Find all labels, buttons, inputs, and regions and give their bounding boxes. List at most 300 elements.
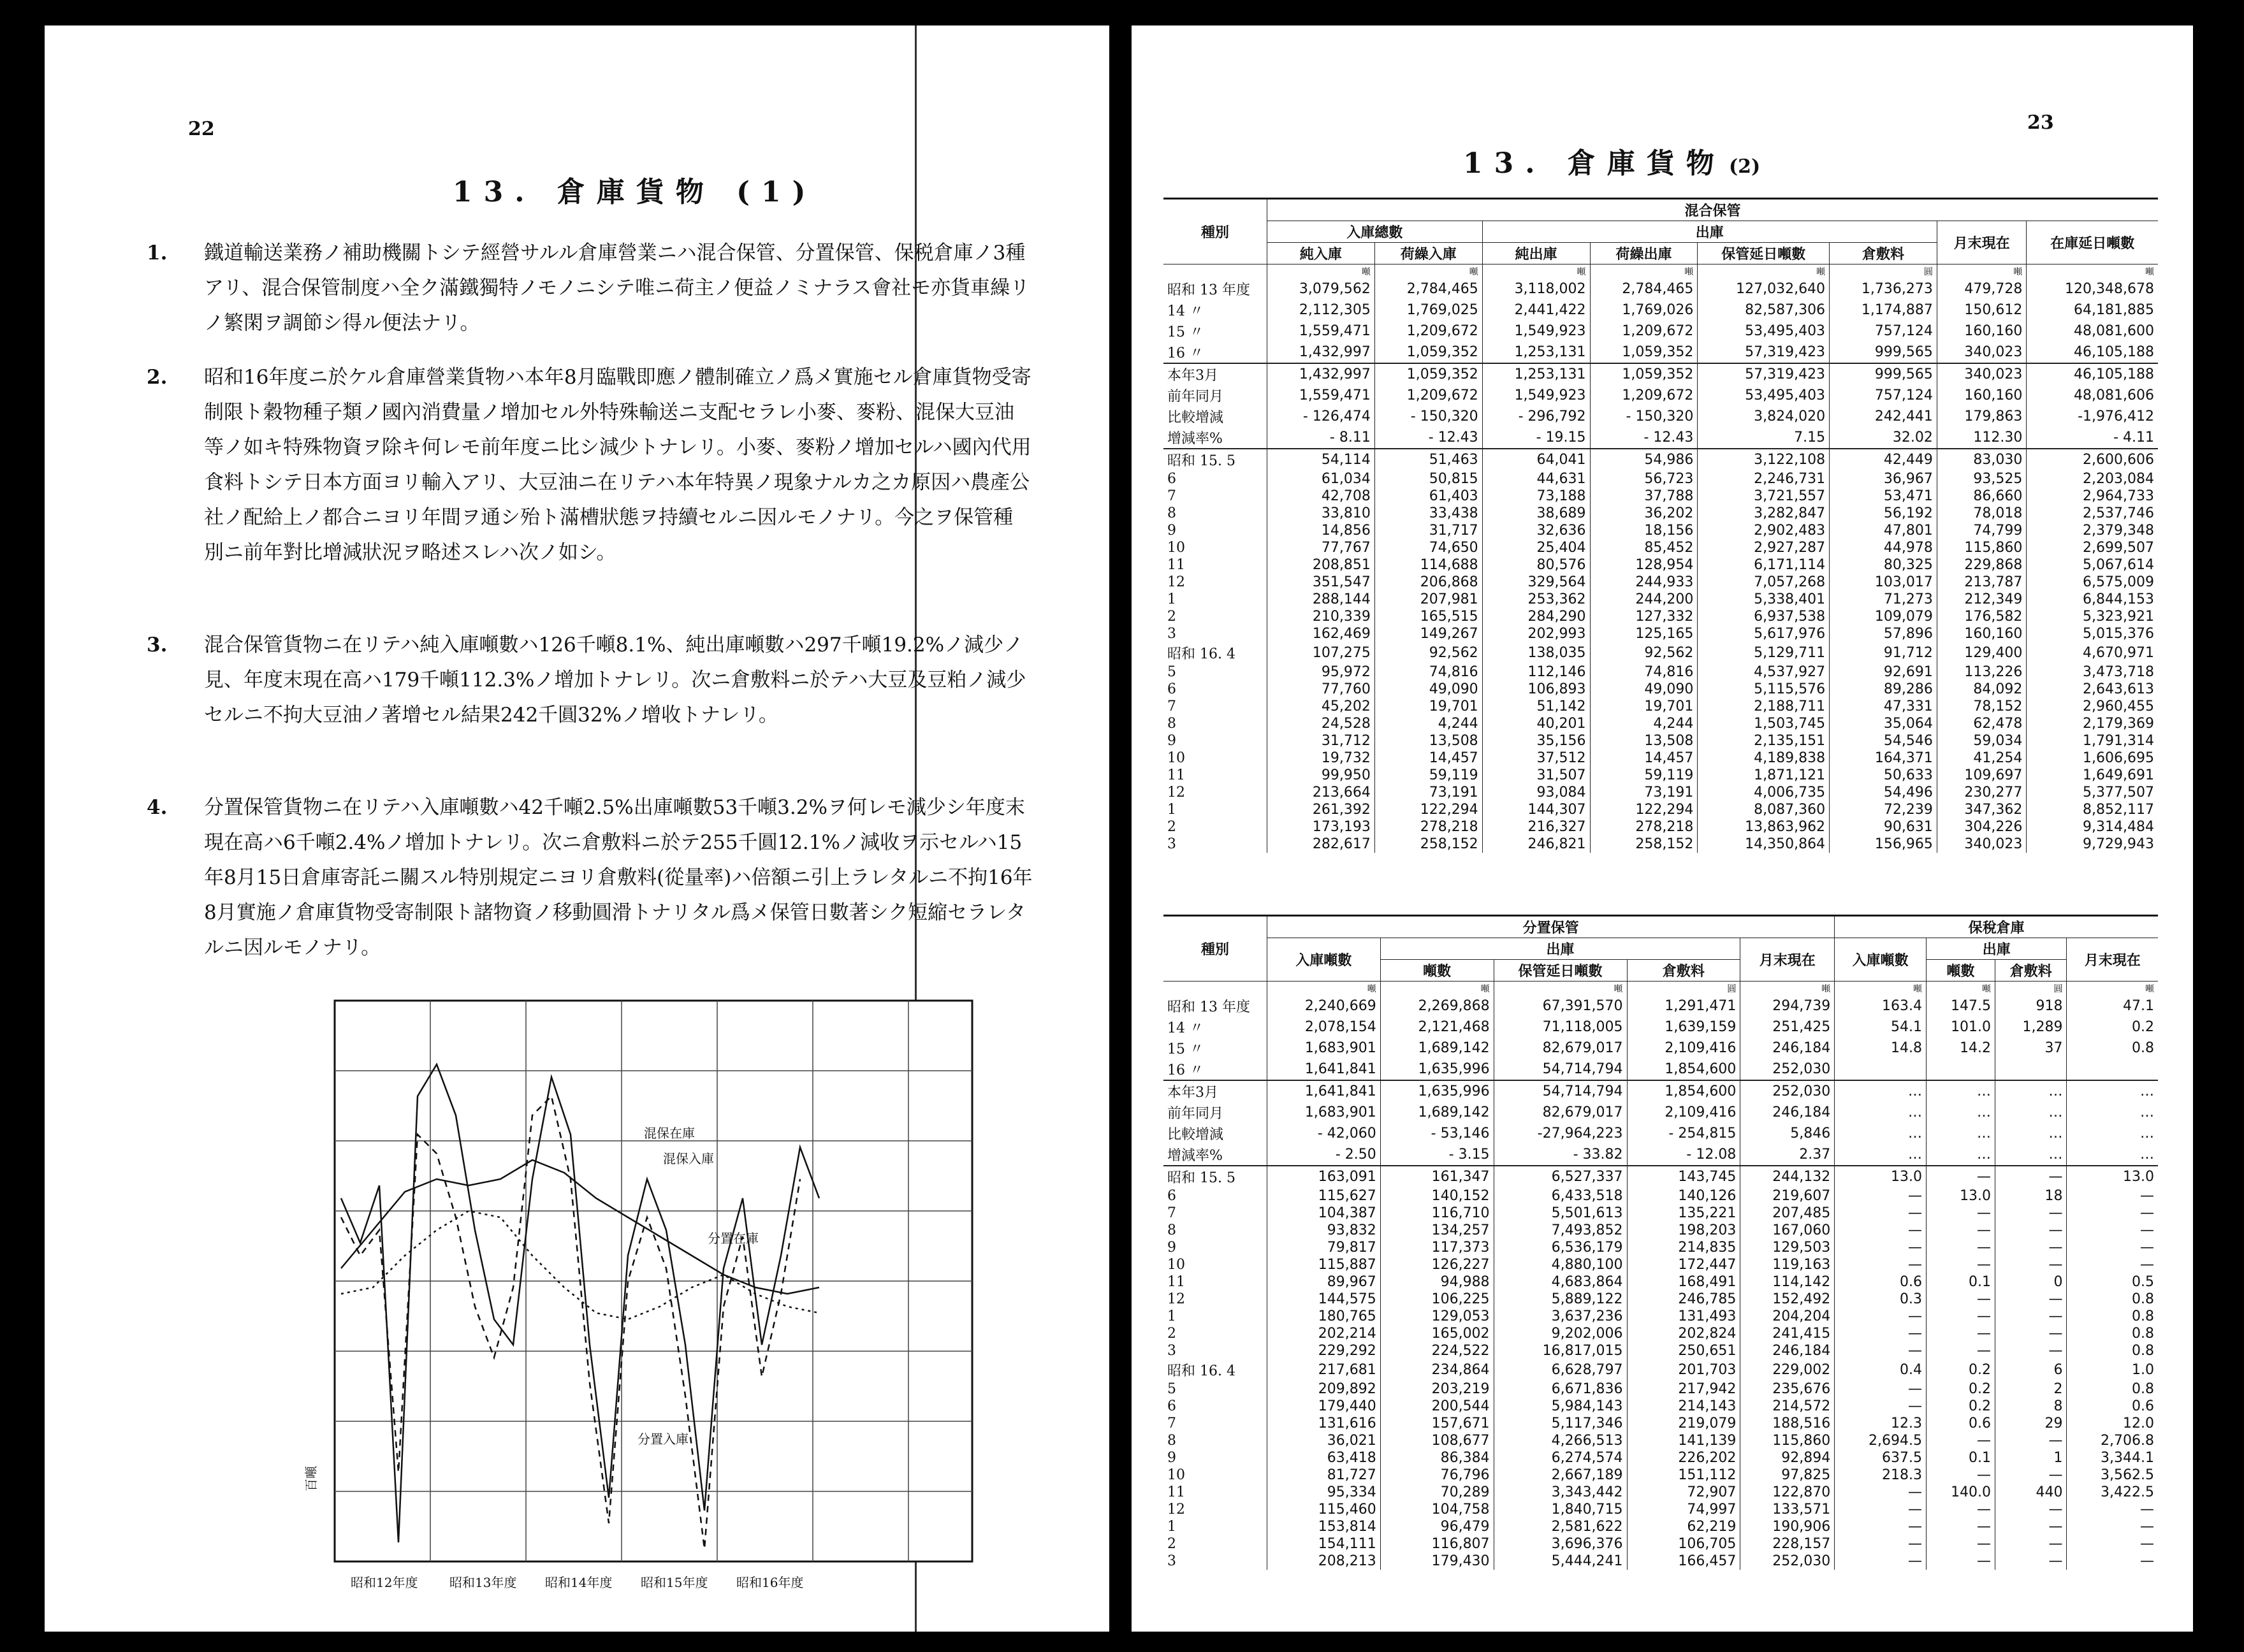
table-cell: 8,852,117 <box>2027 801 2158 818</box>
table-cell: 278,218 <box>1374 818 1482 836</box>
table-cell: 244,200 <box>1590 591 1698 608</box>
row-label: 前年同月 <box>1167 1106 1224 1122</box>
table-cell: 213,664 <box>1267 784 1375 801</box>
table-cell: 44,978 <box>1830 539 1937 556</box>
row-label: 11 <box>1167 1484 1185 1500</box>
table-cell: 0.8 <box>2067 1380 2158 1398</box>
col-bonded-in: 入庫噸數 <box>1835 938 1927 982</box>
paragraph-number: 4. <box>147 796 168 819</box>
table-cell: 6,937,538 <box>1698 608 1830 625</box>
table-row <box>1163 1080 2158 1102</box>
table-cell: 36,967 <box>1830 470 1937 488</box>
row-label: 1 <box>1167 1519 1176 1535</box>
table-cell: — <box>1835 1256 1927 1273</box>
col-header: 荷繰入庫 <box>1374 243 1482 264</box>
table-cell: 258,152 <box>1374 836 1482 853</box>
col-bonded-fee: 倉敷料 <box>1995 960 2067 982</box>
page-title-right <box>1463 140 1760 181</box>
table-cell: 3,721,557 <box>1698 488 1830 505</box>
table-cell: 2 <box>1995 1380 2067 1398</box>
table-cell: 141,139 <box>1627 1432 1740 1449</box>
table-cell: 74,997 <box>1627 1501 1740 1518</box>
table-row <box>1163 642 2158 663</box>
table-cell: 48,081,606 <box>2027 385 2158 406</box>
table-cell: 2,078,154 <box>1267 1017 1381 1038</box>
row-label: 9 <box>1167 733 1176 749</box>
table-cell: 213,787 <box>1937 574 2027 591</box>
table-cell: 1,639,159 <box>1627 1017 1740 1038</box>
table-cell: 12.0 <box>2067 1415 2158 1432</box>
col-stock-days: 在庫延日噸數 <box>2027 221 2158 264</box>
x-label-s15: 昭和15年度 <box>641 1575 708 1590</box>
table-cell: 77,767 <box>1267 539 1375 556</box>
table-cell: 210,339 <box>1267 608 1375 625</box>
table-cell: 1,059,352 <box>1374 342 1482 363</box>
table-cell: 129,400 <box>1937 642 2027 663</box>
row-label: 比較增減 <box>1167 1127 1224 1143</box>
table-cell: 160,160 <box>1937 321 2027 342</box>
table-cell: 125,165 <box>1590 625 1698 642</box>
table-cell: 85,452 <box>1590 539 1698 556</box>
table-cell: 1,432,997 <box>1267 363 1375 385</box>
table-cell: 250,651 <box>1627 1342 1740 1359</box>
table-cell: 13,863,962 <box>1698 818 1830 836</box>
table-cell: - 126,474 <box>1267 406 1375 427</box>
table-cell: 156,965 <box>1830 836 1937 853</box>
table-cell: 340,023 <box>1937 363 2027 385</box>
table-cell: 95,334 <box>1267 1484 1381 1501</box>
table-cell: 127,332 <box>1590 608 1698 625</box>
table-cell: 1,549,923 <box>1482 385 1590 406</box>
table-cell: 134,257 <box>1380 1222 1494 1239</box>
table-cell: 2,784,465 <box>1590 279 1698 300</box>
table-row <box>1163 449 2158 470</box>
table-cell: — <box>1835 1518 1927 1535</box>
table-row <box>1163 1123 2158 1144</box>
table-cell: … <box>1995 1080 2067 1102</box>
table-cell: 2,121,468 <box>1380 1017 1494 1038</box>
table-cell: — <box>1926 1553 1995 1570</box>
table-row <box>1163 1059 2158 1080</box>
table-cell: 5,377,507 <box>2027 784 2158 801</box>
table-cell: 25,404 <box>1482 539 1590 556</box>
table-row <box>1163 818 2158 836</box>
table-cell: 1,209,672 <box>1374 385 1482 406</box>
table-cell: 1,432,997 <box>1267 342 1375 363</box>
table-cell: 217,942 <box>1627 1380 1740 1398</box>
table-cell: 50,815 <box>1374 470 1482 488</box>
table-cell: 92,691 <box>1830 663 1937 681</box>
table-cell: 131,493 <box>1627 1308 1740 1325</box>
table-cell: — <box>1995 1256 2067 1273</box>
row-label: 7 <box>1167 1205 1176 1221</box>
table-cell: 188,516 <box>1740 1415 1835 1432</box>
table-cell: — <box>1835 1501 1927 1518</box>
unit-label: 噸 <box>1374 264 1482 279</box>
col-kind-2: 種別 <box>1163 916 1267 982</box>
table-row <box>1163 1038 2158 1059</box>
table-cell: 150,612 <box>1937 300 2027 321</box>
table-cell: 0.8 <box>2067 1342 2158 1359</box>
table-cell: 229,292 <box>1267 1342 1381 1359</box>
table-cell: 3,824,020 <box>1698 406 1830 427</box>
unit-row <box>1163 982 2158 996</box>
table-cell: 3,562.5 <box>2067 1467 2158 1484</box>
row-label: 11 <box>1167 557 1185 573</box>
table-cell: 42,449 <box>1830 449 1937 470</box>
table-cell: 230,277 <box>1937 784 2027 801</box>
table-cell: 5,889,122 <box>1494 1291 1627 1308</box>
table-row <box>1163 1342 2158 1359</box>
row-label: 11 <box>1167 1274 1185 1290</box>
table-cell: 278,218 <box>1590 818 1698 836</box>
table-cell: 207,485 <box>1740 1205 1835 1222</box>
table-cell: 5,323,921 <box>2027 608 2158 625</box>
table-cell: 54,114 <box>1267 449 1375 470</box>
table-cell: 77,760 <box>1267 681 1375 698</box>
unit-label: 圓 <box>1627 982 1740 996</box>
table-cell: 92,562 <box>1590 642 1698 663</box>
table-cell: 29 <box>1995 1415 2067 1432</box>
table-cell: 71,273 <box>1830 591 1937 608</box>
table-cell: — <box>1995 1342 2067 1359</box>
table-cell: 218.3 <box>1835 1467 1927 1484</box>
table-cell: 53,495,403 <box>1698 385 1830 406</box>
table-cell: 1,649,691 <box>2027 767 2158 784</box>
col-fee: 倉敷料 <box>1627 960 1740 982</box>
row-label: 2 <box>1167 819 1176 835</box>
row-label: 3 <box>1167 626 1176 642</box>
table-cell: 5,846 <box>1740 1123 1835 1144</box>
table-cell: 0.6 <box>1926 1415 1995 1432</box>
table-cell: 165,002 <box>1380 1325 1494 1342</box>
table-cell: … <box>1926 1102 1995 1123</box>
table-cell: … <box>1835 1102 1927 1123</box>
table-cell: 202,993 <box>1482 625 1590 642</box>
table-cell: 294,739 <box>1740 996 1835 1017</box>
table-cell: - 254,815 <box>1627 1123 1740 1144</box>
table-cell: - 296,792 <box>1482 406 1590 427</box>
table-cell: 37,788 <box>1590 488 1698 505</box>
row-label: 15 〃 <box>1167 1041 1204 1057</box>
table-cell: 9,202,006 <box>1494 1325 1627 1342</box>
table-cell: 4,244 <box>1590 715 1698 732</box>
table-cell: 208,851 <box>1267 556 1375 574</box>
table-cell: 109,697 <box>1937 767 2027 784</box>
table-cell: 0.5 <box>2067 1273 2158 1291</box>
table-cell: 79,817 <box>1267 1239 1381 1256</box>
unit-label: 噸 <box>1937 264 2027 279</box>
page-number-left: 22 <box>188 118 215 140</box>
row-label: 10 <box>1167 1257 1185 1273</box>
table-cell: 62,478 <box>1937 715 2027 732</box>
table-cell: — <box>1995 1291 2067 1308</box>
table-cell: … <box>1835 1144 1927 1166</box>
table-row <box>1163 406 2158 427</box>
row-label: 8 <box>1167 1222 1176 1238</box>
right-page <box>1132 25 2193 1632</box>
table-cell: 200,544 <box>1380 1398 1494 1415</box>
table-cell: 219,607 <box>1740 1187 1835 1205</box>
row-label: 10 <box>1167 750 1185 766</box>
table-cell: 0.6 <box>1835 1273 1927 1291</box>
table-cell: — <box>1835 1187 1927 1205</box>
table-cell: 122,870 <box>1740 1484 1835 1501</box>
table-cell: - 33.82 <box>1494 1144 1627 1166</box>
table-cell: 0.1 <box>1926 1273 1995 1291</box>
table-cell: 76,796 <box>1380 1467 1494 1484</box>
table-cell: 74,816 <box>1374 663 1482 681</box>
table-cell: 340,023 <box>1937 836 2027 853</box>
table-cell: — <box>1835 1325 1927 1342</box>
row-label: 8 <box>1167 1433 1176 1449</box>
table-cell: 4,683,864 <box>1494 1273 1627 1291</box>
table-cell: 5,067,614 <box>2027 556 2158 574</box>
table-cell: 47.1 <box>2067 996 2158 1017</box>
unit-label: 噸 <box>1698 264 1830 279</box>
table-cell: 5,115,576 <box>1698 681 1830 698</box>
table-cell: … <box>1995 1144 2067 1166</box>
paragraph-text: 鐵道輸送業務ノ補助機關トシテ經營サルル倉庫營業ニハ混合保管、分置保管、保税倉庫ノ3種アリ、混合保管制度ハ全ク滿鐵獨特ノモノニシテ唯ニ荷主ノ便益ノミナラス會社モ亦貨車繰リノ繁閑ヲ調節シ得ル便法ナリ。 <box>204 242 1030 335</box>
table-cell: - 2.50 <box>1267 1144 1381 1166</box>
row-label: 9 <box>1167 1450 1176 1466</box>
table-cell: 3,343,442 <box>1494 1484 1627 1501</box>
row-label: 本年3月 <box>1163 1080 1267 1102</box>
table-cell: 1,854,600 <box>1627 1080 1740 1102</box>
table-cell: 229,002 <box>1740 1359 1835 1380</box>
table-cell: — <box>1926 1308 1995 1325</box>
table-cell: … <box>1995 1123 2067 1144</box>
table-row <box>1163 300 2158 321</box>
table-cell: 5,617,976 <box>1698 625 1830 642</box>
table-cell: — <box>2067 1535 2158 1553</box>
col-in-total: 入庫總數 <box>1267 221 1483 243</box>
table-cell: … <box>1835 1123 1927 1144</box>
unit-row <box>1163 264 2158 279</box>
table-cell: 13.0 <box>2067 1166 2158 1187</box>
table-cell: 212,349 <box>1937 591 2027 608</box>
table-cell: 351,547 <box>1267 574 1375 591</box>
table-cell: 33,438 <box>1374 505 1482 522</box>
row-label: 12 <box>1167 1291 1185 1307</box>
paragraph-number: 3. <box>147 634 168 656</box>
table-cell: 59,119 <box>1374 767 1482 784</box>
table-cell: 73,191 <box>1374 784 1482 801</box>
trend-chart-svg <box>290 988 991 1612</box>
table-cell: 164,371 <box>1830 750 1937 767</box>
table-cell: 127,032,640 <box>1698 279 1830 300</box>
table-cell: 74,650 <box>1374 539 1482 556</box>
table-cell: 57,896 <box>1830 625 1937 642</box>
table-cell: 14,856 <box>1267 522 1375 539</box>
table-cell: 2,537,746 <box>2027 505 2158 522</box>
row-label: 比較增減 <box>1167 410 1224 426</box>
table-cell: — <box>1835 1553 1927 1570</box>
table-row <box>1163 539 2158 556</box>
table-cell: 2,203,084 <box>2027 470 2158 488</box>
table-cell: 149,267 <box>1374 625 1482 642</box>
table-cell: 4,537,927 <box>1698 663 1830 681</box>
table-row <box>1163 1017 2158 1038</box>
table-cell: 176,582 <box>1937 608 2027 625</box>
table-cell: — <box>2067 1222 2158 1239</box>
table-cell: 0.8 <box>2067 1291 2158 1308</box>
y-axis-unit: 百噸 <box>303 1466 319 1491</box>
row-label: 增減率% <box>1167 1148 1223 1164</box>
table-cell: - 53,146 <box>1380 1123 1494 1144</box>
table-cell: — <box>1995 1205 2067 1222</box>
row-label: 12 <box>1167 574 1185 590</box>
table-cell: 14.2 <box>1926 1038 1995 1059</box>
row-label: 1 <box>1167 591 1176 607</box>
table-cell: 86,384 <box>1380 1449 1494 1467</box>
table-cell: 80,325 <box>1830 556 1937 574</box>
table-cell: — <box>1835 1205 1927 1222</box>
table-row <box>1163 427 2158 449</box>
table-cell: 78,152 <box>1937 698 2027 715</box>
row-label: 8 <box>1167 716 1176 732</box>
table-cell: 2,188,711 <box>1698 698 1830 715</box>
table-cell: 2,964,733 <box>2027 488 2158 505</box>
table-cell: 4,189,838 <box>1698 750 1830 767</box>
table-cell: 140,152 <box>1380 1187 1494 1205</box>
table-cell: 64,041 <box>1482 449 1590 470</box>
table-row <box>1163 1291 2158 1308</box>
table-cell: 31,712 <box>1267 732 1375 750</box>
table-cell: 1,291,471 <box>1627 996 1740 1017</box>
table-cell: 47,331 <box>1830 698 1937 715</box>
table-cell: 1,559,471 <box>1267 385 1375 406</box>
table-cell: — <box>1926 1432 1995 1449</box>
table-cell: — <box>1926 1535 1995 1553</box>
table-cell: 2,240,669 <box>1267 996 1381 1017</box>
row-label: 3 <box>1167 1343 1176 1359</box>
table-row <box>1163 750 2158 767</box>
table-cell: — <box>2067 1256 2158 1273</box>
table-cell: 1,606,695 <box>2027 750 2158 767</box>
table-cell: 3,637,236 <box>1494 1308 1627 1325</box>
table-cell: 147.5 <box>1926 996 1995 1017</box>
row-label: 昭和 15. 5 <box>1163 1166 1267 1187</box>
table-cell: - 150,320 <box>1374 406 1482 427</box>
table-cell: 13,508 <box>1374 732 1482 750</box>
table-cell: 6 <box>1995 1359 2067 1380</box>
table-cell: 1,549,923 <box>1482 321 1590 342</box>
unit-label: 噸 <box>1590 264 1698 279</box>
table-cell: 3,473,718 <box>2027 663 2158 681</box>
table-cell: 207,981 <box>1374 591 1482 608</box>
table-cell: 0.3 <box>1835 1291 1927 1308</box>
x-label-s13: 昭和13年度 <box>449 1575 517 1590</box>
table-cell: 235,676 <box>1740 1380 1835 1398</box>
table-cell: — <box>1835 1484 1927 1501</box>
group-separate-storage: 分置保管 <box>1267 916 1835 938</box>
table-cell: 214,143 <box>1627 1398 1740 1415</box>
table-cell: 16,817,015 <box>1494 1342 1627 1359</box>
table-cell: 46,105,188 <box>2027 363 2158 385</box>
table-cell: 1,641,841 <box>1267 1059 1381 1080</box>
table-cell: 90,631 <box>1830 818 1937 836</box>
table-cell: 9,314,484 <box>2027 818 2158 836</box>
paragraph-4 <box>147 790 1033 966</box>
table-cell: 1,059,352 <box>1590 363 1698 385</box>
unit-label: 噸 <box>1267 982 1381 996</box>
table-cell: 204,204 <box>1740 1308 1835 1325</box>
table-cell: 3,282,847 <box>1698 505 1830 522</box>
table-cell: 6,274,574 <box>1494 1449 1627 1467</box>
row-label: 8 <box>1167 505 1176 521</box>
table-cell: 1,635,996 <box>1380 1059 1494 1080</box>
paragraph-text: 分置保管貨物ニ在リテハ入庫噸數ハ42千噸2.5%出庫噸數53千噸3.2%ヲ何レモ減少シ年度末現在高ハ6千噸2.4%ノ增加トナレリ。次ニ倉敷料ニ於テ255千圓12.1%ノ減收ヲ示セルハ15年8月15日倉庫寄託ニ關スル特別規定ニヨリ倉敷料(從量率)ハ倍額ニ引上ラレタルニ不拘16年8月實施ノ倉庫貨物受寄制限ト諸物資ノ移動圓滑トナリタル爲メ保管日數著シク短縮セラレタルニ因ルモノナリ。 <box>204 796 1033 959</box>
table-row <box>1163 522 2158 539</box>
table-cell: 440 <box>1995 1484 2067 1501</box>
table-cell: 54,714,794 <box>1494 1080 1627 1102</box>
table-row <box>1163 488 2158 505</box>
table-cell: - 150,320 <box>1590 406 1698 427</box>
row-label: 14 〃 <box>1167 1020 1204 1036</box>
table-cell: 172,447 <box>1627 1256 1740 1273</box>
table-cell: — <box>1835 1222 1927 1239</box>
table-cell: 246,184 <box>1740 1342 1835 1359</box>
row-label: 12 <box>1167 785 1185 801</box>
table-cell: 14,457 <box>1374 750 1482 767</box>
paragraph-text: 混合保管貨物ニ在リテハ純入庫噸數ハ126千噸8.1%、純出庫噸數ハ297千噸19.2%ノ減少ノ見、年度末現在高ハ179千噸112.3%ノ增加トナレリ。次ニ倉敷料ニ於テハ大豆及豆粕ノ減少セルニ不拘大豆油ノ著增セル結果242千圓32%ノ增收トナレリ。 <box>204 634 1026 727</box>
table-cell: 54,714,794 <box>1494 1059 1627 1080</box>
table-cell: 51,463 <box>1374 449 1482 470</box>
table-cell: 89,967 <box>1267 1273 1381 1291</box>
table-cell: 4,006,735 <box>1698 784 1830 801</box>
table-cell: 2,927,287 <box>1698 539 1830 556</box>
table-cell: 19,701 <box>1374 698 1482 715</box>
table-cell: 14.8 <box>1835 1038 1927 1059</box>
col-header: 純入庫 <box>1267 243 1375 264</box>
table-row <box>1163 385 2158 406</box>
title-suffix: (2) <box>1728 156 1761 178</box>
col-header: 倉敷料 <box>1830 243 1937 264</box>
table-cell: — <box>2067 1553 2158 1570</box>
row-label: 11 <box>1167 767 1185 783</box>
table-cell: 57,319,423 <box>1698 342 1830 363</box>
table-cell: 5,129,711 <box>1698 642 1830 663</box>
table-cell: 6,171,114 <box>1698 556 1830 574</box>
table-cell: 1,871,121 <box>1698 767 1830 784</box>
table-cell: 122,294 <box>1374 801 1482 818</box>
table-cell: 35,064 <box>1830 715 1937 732</box>
table-row <box>1163 1205 2158 1222</box>
group-mixed-storage: 混合保管 <box>1267 199 2159 221</box>
table-row <box>1163 715 2158 732</box>
table-cell: 70,289 <box>1380 1484 1494 1501</box>
table-cell: 32,636 <box>1482 522 1590 539</box>
table-cell: 42,708 <box>1267 488 1375 505</box>
unit-label: 噸 <box>1380 982 1494 996</box>
legend-mixed-stock: 混保在庫 <box>644 1126 695 1141</box>
table-cell: 165,515 <box>1374 608 1482 625</box>
table-cell: 206,868 <box>1374 574 1482 591</box>
table-cell: 49,090 <box>1374 681 1482 698</box>
table-cell: 8,087,360 <box>1698 801 1830 818</box>
table-row <box>1163 996 2158 1017</box>
table-cell: 253,362 <box>1482 591 1590 608</box>
table-cell: 1,683,901 <box>1267 1038 1381 1059</box>
table-cell: 2,269,868 <box>1380 996 1494 1017</box>
table-cell: 163.4 <box>1835 996 1927 1017</box>
table-cell: 228,157 <box>1740 1535 1835 1553</box>
table-cell: 94,988 <box>1380 1273 1494 1291</box>
table-cell: 116,710 <box>1380 1205 1494 1222</box>
table-row <box>1163 1467 2158 1484</box>
table-cell: -1,976,412 <box>2027 406 2158 427</box>
